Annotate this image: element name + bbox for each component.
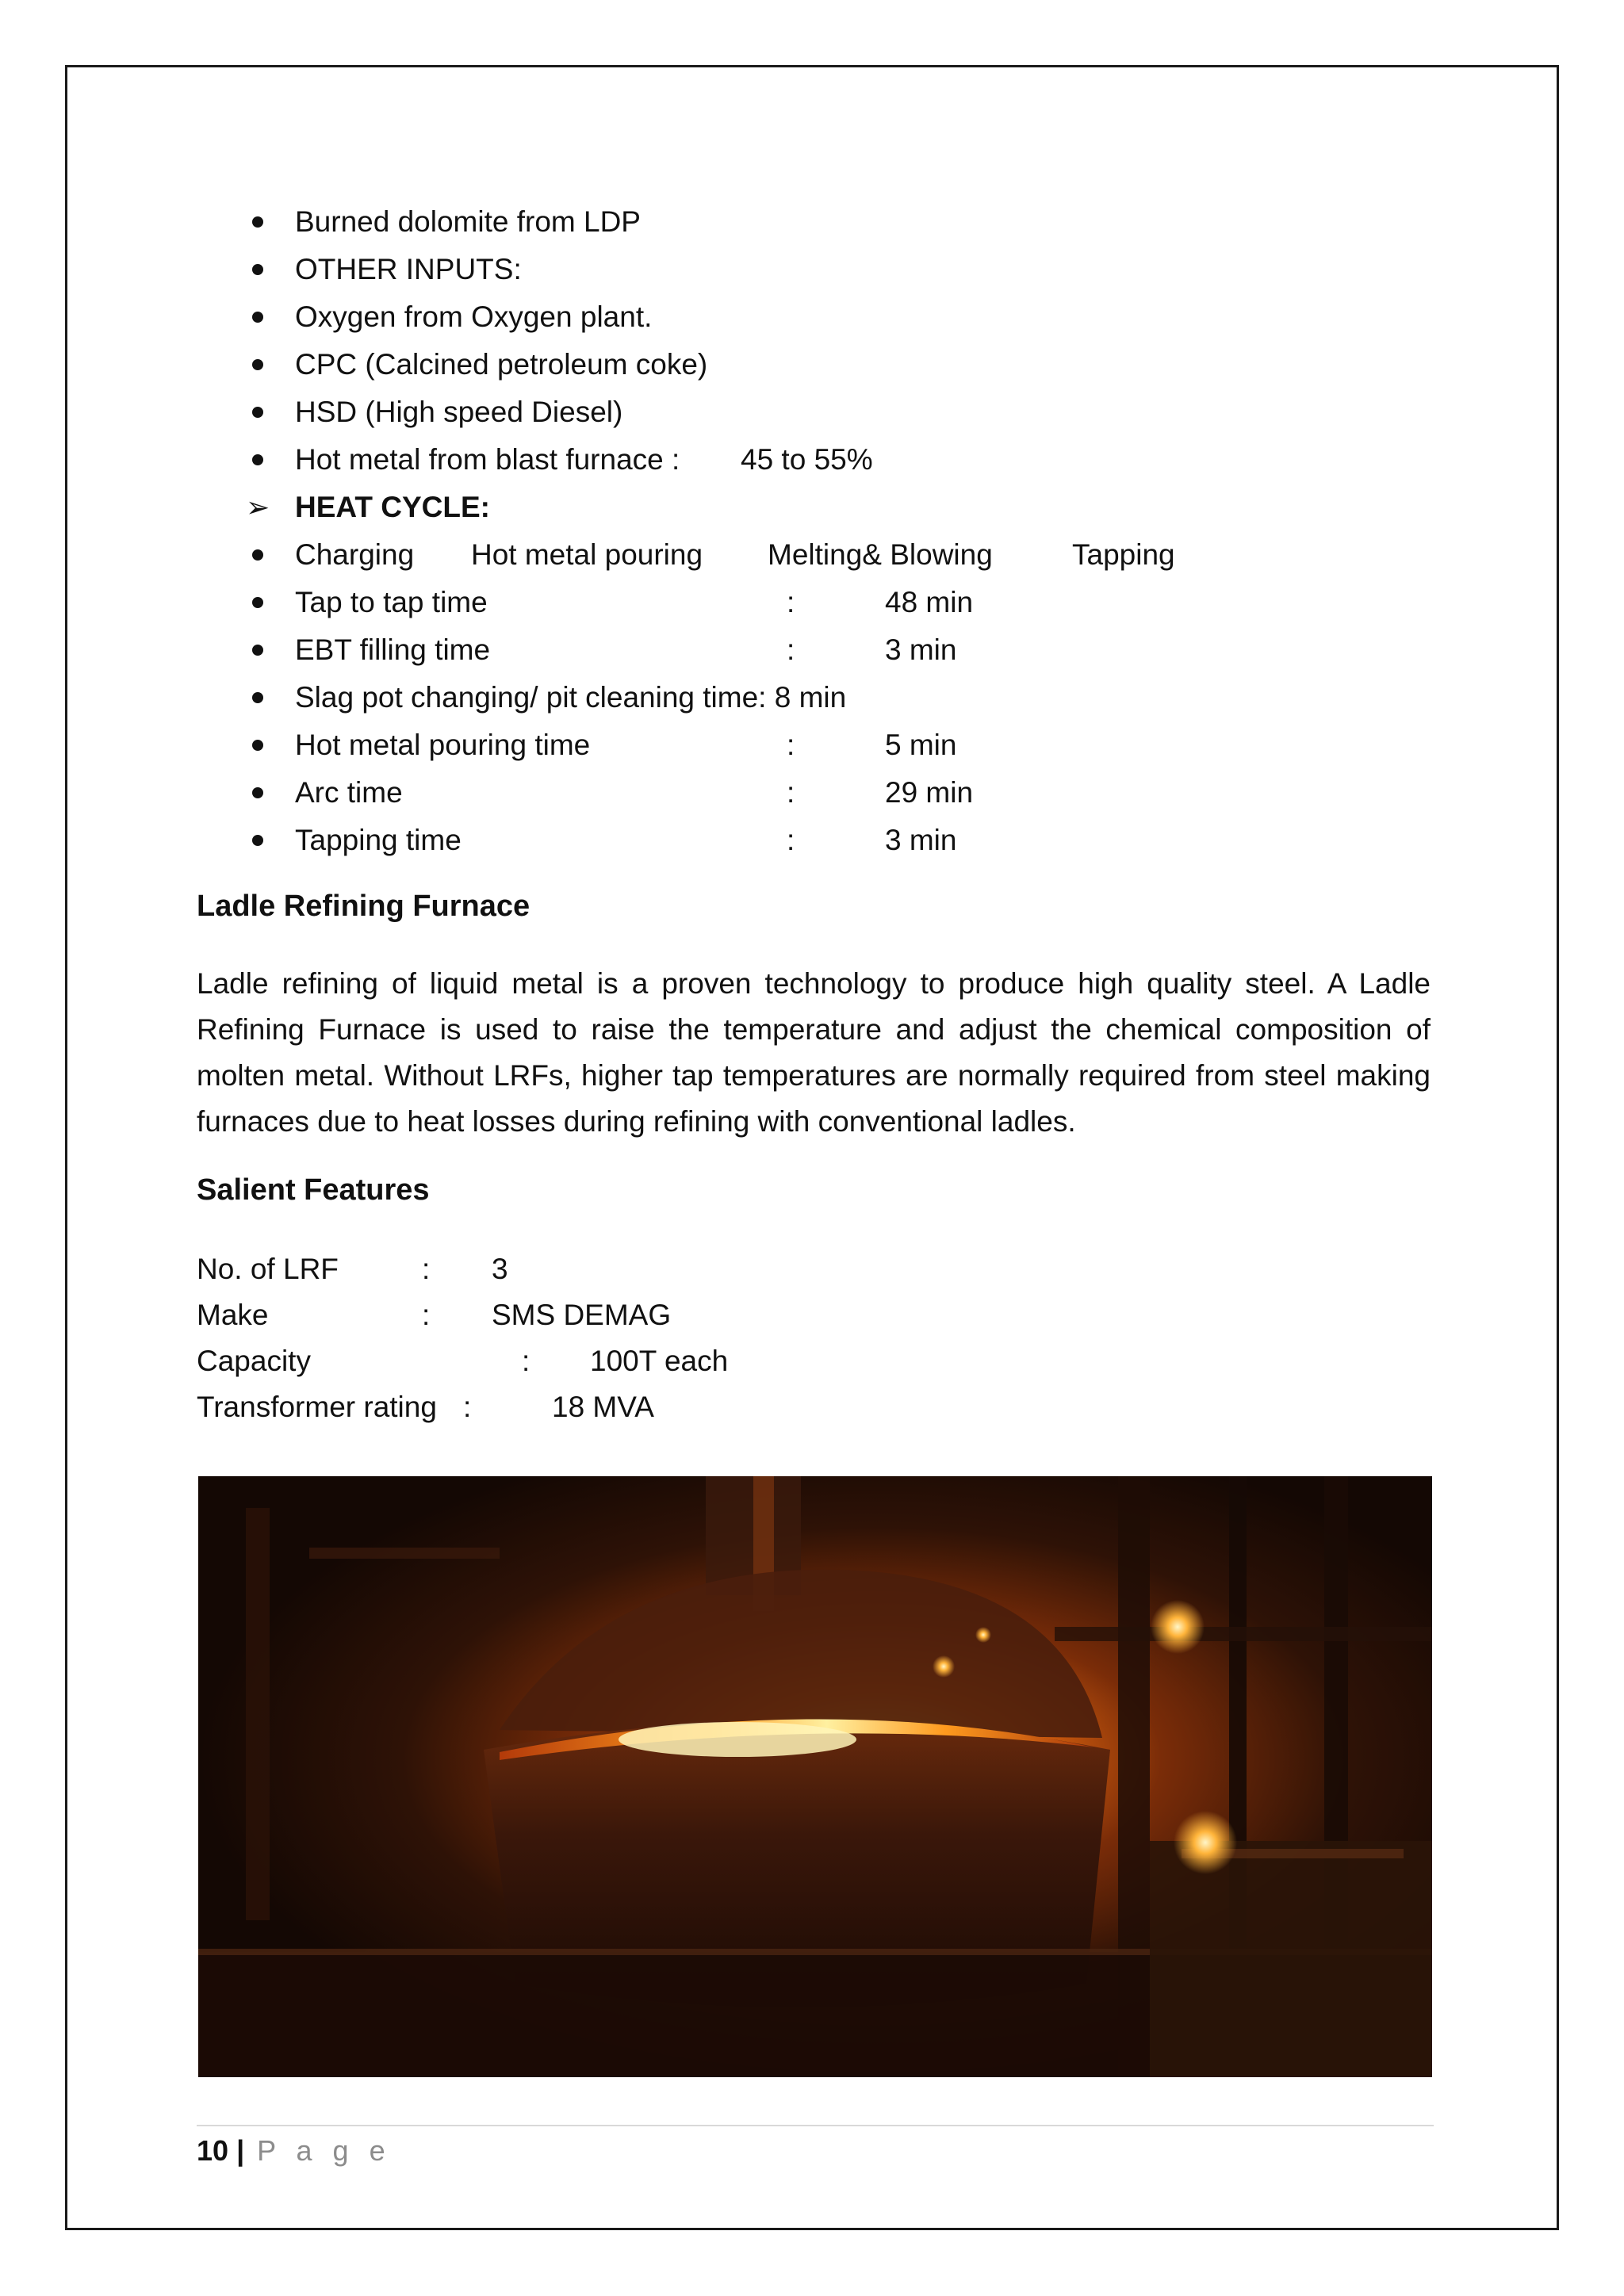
list-item-text: Hot metal pouring time [295, 729, 591, 761]
footer-divider [197, 2125, 1434, 2126]
section-heading-salient-features: Salient Features [197, 1173, 430, 1207]
list-item-text: Burned dolomite from LDP [295, 205, 641, 238]
spec-label: No. of LRF [197, 1253, 339, 1285]
heat-cycle-step: Charging [295, 538, 415, 571]
lrf-paragraph: Ladle refining of liquid metal is a proven technology to produce high quality steel. A Ladle Refining Furnace is used to raise the temperature and adjust the chemical composition of molten metal. Without LRFs, higher tap temperatures are normally required from steel making furnaces due to heat losses during refining with conventional ladles. [197, 967, 1431, 1138]
spec-separator: : [422, 1253, 431, 1285]
spec-row [197, 1338, 831, 1384]
section-heading-lrf: Ladle Refining Furnace [197, 890, 530, 923]
spec-row [197, 1292, 831, 1338]
spec-separator: : [522, 1345, 530, 1377]
page-number: 10 [197, 2134, 229, 2167]
spec-value: 18 MVA [552, 1391, 654, 1423]
list-item-value: 3 min [885, 633, 957, 666]
bullet-icon [252, 597, 263, 608]
spec-label: Make [197, 1299, 269, 1331]
list-item-text: Tapping time [295, 824, 462, 856]
bullet-icon [252, 359, 263, 370]
list-item-text: EBT filling time [295, 633, 491, 666]
list-item-value: 48 min [885, 586, 974, 618]
heat-cycle-step: Melting& Blowing [768, 538, 993, 571]
bullet-icon [252, 835, 263, 846]
page-label: P a g e [257, 2134, 392, 2167]
bullet-icon [252, 549, 263, 561]
list-item-text: Tap to tap time [295, 586, 488, 618]
spec-row [197, 1246, 831, 1292]
heat-cycle-step: Hot metal pouring [471, 538, 703, 571]
list-item-text: Slag pot changing/ pit cleaning time: 8 min [295, 681, 847, 714]
bullet-icon [252, 264, 263, 275]
list-item-separator: : [787, 776, 795, 809]
list-item-text: Oxygen from Oxygen plant. [295, 300, 653, 333]
footer-separator: | [236, 2134, 245, 2167]
bullet-icon [252, 312, 263, 323]
list-item-text: Arc time [295, 776, 403, 809]
ladle-furnace-photo [198, 1476, 1432, 2077]
bullet-icon [252, 407, 263, 418]
list-item-value: 45 to 55% [741, 443, 873, 476]
list-item-value: 3 min [885, 824, 957, 856]
list-item-text: HSD (High speed Diesel) [295, 396, 623, 428]
bullet-icon [252, 787, 263, 798]
spec-row [197, 1384, 831, 1430]
spec-separator: : [463, 1391, 472, 1423]
spec-label: Transformer rating [197, 1391, 437, 1423]
bullet-icon [252, 216, 263, 228]
list-item-separator: : [787, 633, 795, 666]
heat-cycle-step: Tapping [1072, 538, 1175, 571]
list-item-text: CPC (Calcined petroleum coke) [295, 348, 708, 381]
bullet-icon [252, 454, 263, 465]
page-footer [197, 2130, 392, 2172]
spec-value: SMS DEMAG [492, 1299, 672, 1331]
spec-separator: : [422, 1299, 431, 1331]
list-item-separator: : [787, 729, 795, 761]
list-item-heading: HEAT CYCLE: [295, 491, 490, 523]
bullet-icon [252, 740, 263, 751]
bullet-icon [252, 645, 263, 656]
spec-value: 100T each [590, 1345, 729, 1377]
list-item-value: 29 min [885, 776, 974, 809]
list-item-text: OTHER INPUTS: [295, 253, 522, 285]
list-item-text: Hot metal from blast furnace : [295, 443, 680, 476]
arrow-bullet-icon: ➢ [246, 491, 270, 523]
spec-label: Capacity [197, 1345, 311, 1377]
spec-value: 3 [492, 1253, 508, 1285]
list-item-value: 5 min [885, 729, 957, 761]
list-item-separator: : [787, 586, 795, 618]
list-item-separator: : [787, 824, 795, 856]
bullet-icon [252, 692, 263, 703]
